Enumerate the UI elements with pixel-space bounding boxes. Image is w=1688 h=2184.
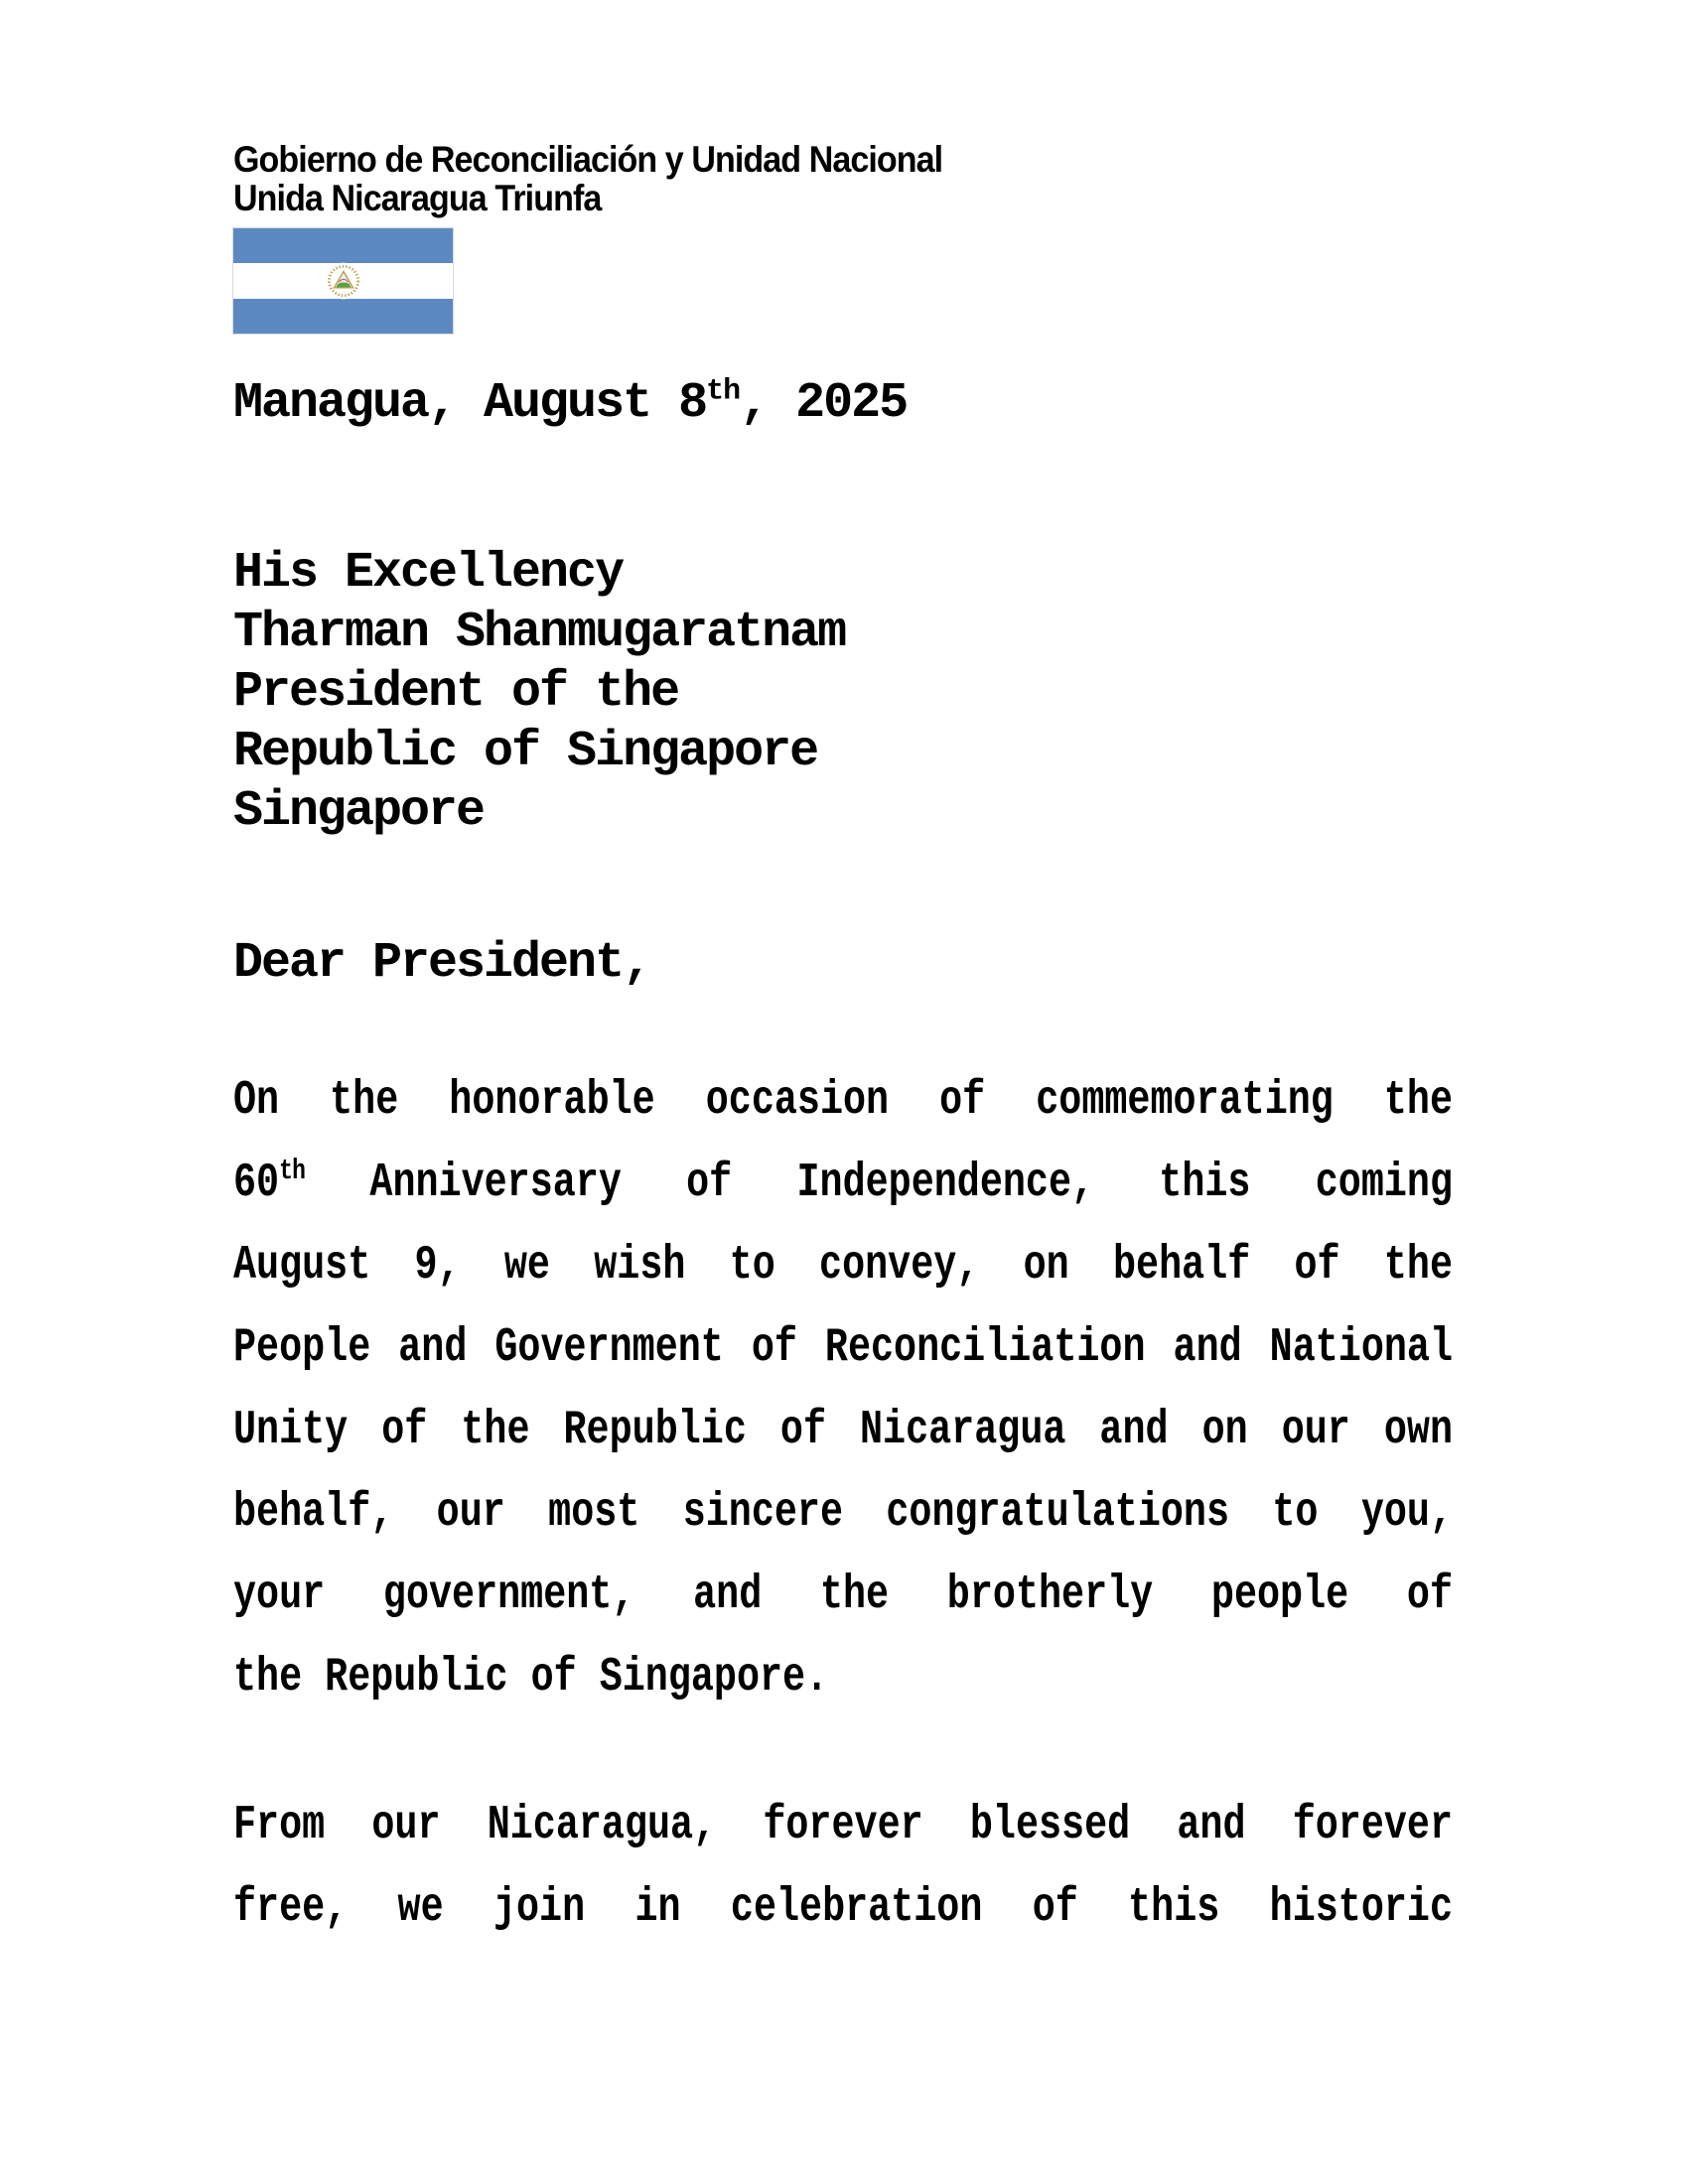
body-paragraph-1	[233, 1060, 1453, 1719]
body-line: On the honorable occasion of commemorating the	[233, 1074, 1453, 1128]
recipient-country: Singapore	[233, 783, 485, 840]
letterhead-line-2: Unida Nicaragua Triunfa	[233, 178, 602, 218]
anniversary-ordinal-superscript: th	[279, 1155, 306, 1187]
date-line	[233, 375, 907, 433]
body-paragraph-2	[233, 1785, 1453, 1950]
salutation: Dear President,	[233, 935, 651, 992]
body-line: free, we join in celebration of this historic	[233, 1881, 1453, 1935]
recipient-honorific: His Excellency	[233, 545, 624, 602]
letterhead	[233, 140, 942, 217]
date-text: Managua, August 8	[233, 375, 707, 432]
recipient-name: Tharman Shanmugaratnam	[233, 605, 846, 661]
body-line: People and Government of Reconciliation and National	[233, 1321, 1453, 1375]
flag-stripe-bottom	[233, 299, 453, 334]
body-line: Unity of the Republic of Nicaragua and on our own	[233, 1404, 1453, 1457]
body-line: behalf, our most sincere congratulations to you,	[233, 1486, 1453, 1540]
recipient-title-line-2: Republic of Singapore	[233, 724, 818, 780]
date-ordinal-superscript: th	[706, 374, 741, 409]
recipient-block	[233, 544, 845, 842]
body-line-text: 60	[233, 1157, 280, 1210]
body-line: your government, and the brotherly people of	[233, 1569, 1453, 1622]
nicaragua-flag	[233, 228, 453, 334]
body-line: the Republic of Singapore.	[233, 1651, 829, 1705]
letterhead-line-1: Gobierno de Reconciliación y Unidad Nacional	[233, 139, 943, 180]
date-year: , 2025	[740, 375, 908, 432]
body-line: From our Nicaragua, forever blessed and forever	[233, 1799, 1453, 1852]
body-line	[233, 1143, 1453, 1225]
body-line-text: Anniversary of Independence, this coming	[305, 1157, 1454, 1210]
nicaragua-coat-of-arms-icon	[322, 259, 365, 303]
body-line: August 9, we wish to convey, on behalf of the	[233, 1239, 1453, 1293]
recipient-title-line-1: President of the	[233, 664, 679, 721]
